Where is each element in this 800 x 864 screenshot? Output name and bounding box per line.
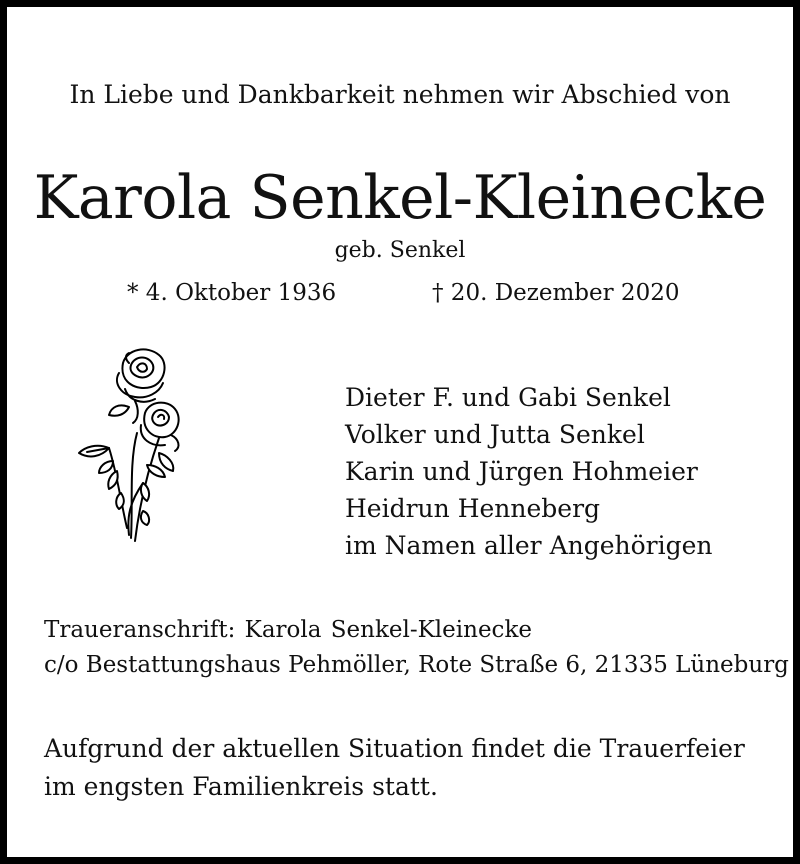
- mourning-address-label: Traueranschrift: Karola Senkel-Kleinecke: [44, 617, 532, 643]
- maiden-name: geb. Senkel: [334, 238, 466, 263]
- rose-bouquet-icon: [69, 343, 209, 557]
- mourners-list: [345, 379, 713, 564]
- intro-text: In Liebe und Dankbarkeit nehmen wir Abschied von: [69, 80, 731, 109]
- funeral-note-line: Aufgrund der aktuellen Situation findet die Trauerfeier: [44, 734, 745, 763]
- funeral-note-line: im engsten Familienkreis statt.: [44, 772, 438, 801]
- mourner-line: Heidrun Henneberg: [345, 494, 601, 523]
- mourner-line: Volker und Jutta Senkel: [345, 420, 645, 449]
- deceased-name: Karola Senkel-Kleinecke: [33, 163, 767, 233]
- funeral-note: [44, 730, 745, 806]
- mourner-line: im Namen aller Angehörigen: [345, 531, 713, 560]
- birth-date: * 4. Oktober 1936: [127, 280, 337, 306]
- mourner-line: Karin und Jürgen Hohmeier: [345, 457, 698, 486]
- mourning-address: c/o Bestattungshaus Pehmöller, Rote Straße 6, 21335 Lüneburg: [44, 652, 789, 678]
- death-date: † 20. Dezember 2020: [432, 280, 680, 306]
- mourner-line: Dieter F. und Gabi Senkel: [345, 383, 671, 412]
